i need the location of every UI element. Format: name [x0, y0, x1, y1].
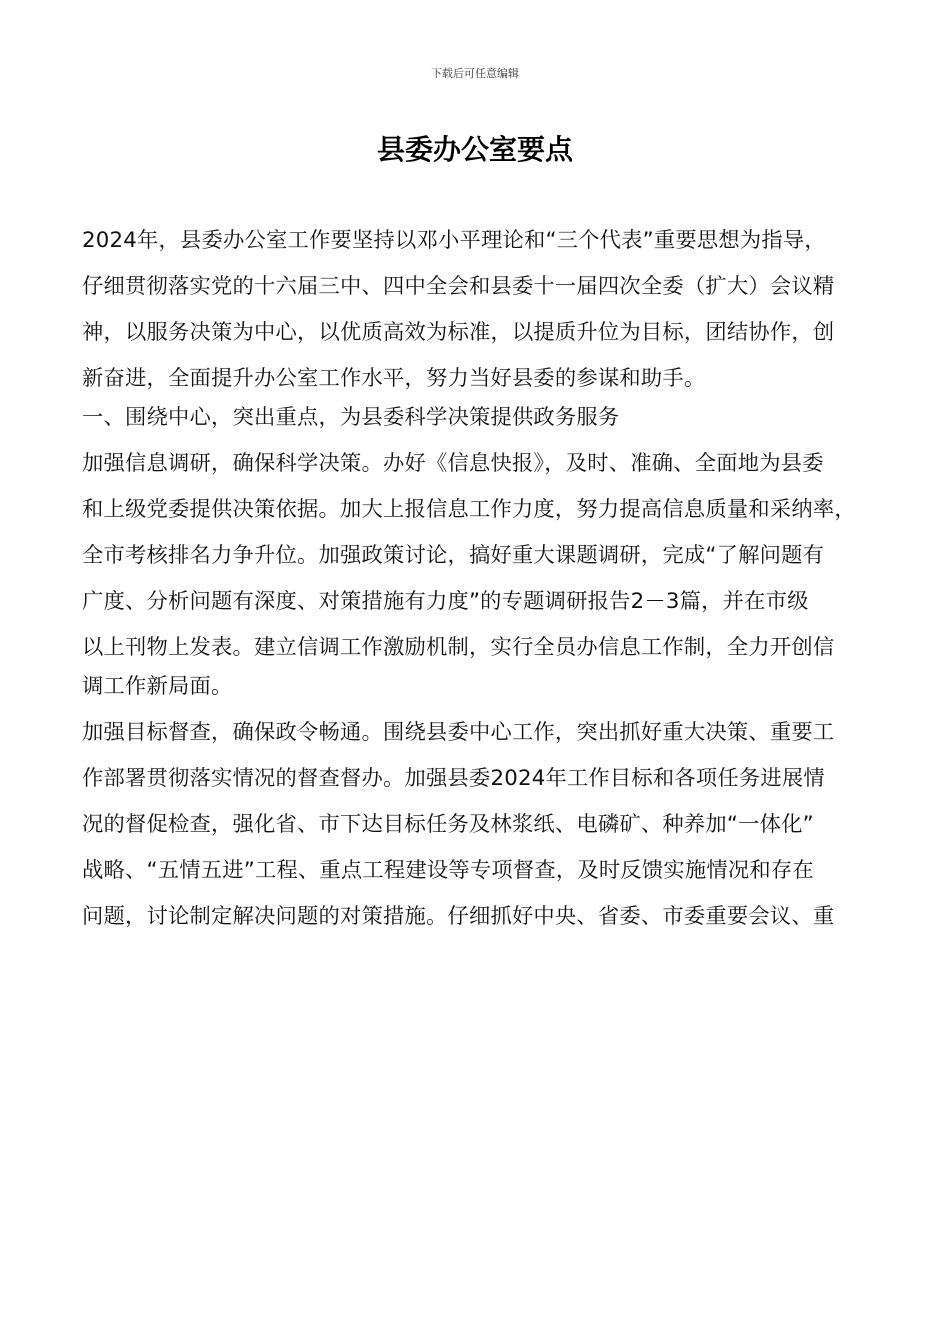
text-line: 广度、分析问题有深度、对策措施有力度”的专题调研报告2－3篇，并在市级: [82, 589, 809, 614]
document-title: 县委办公室要点: [376, 133, 573, 166]
text-line: 况的督促检查，强化省、市下达目标任务及林浆纸、电磷矿、种养加“一体化”: [82, 812, 814, 837]
text-line: 全市考核排名力争升位。加强政策讨论，搞好重大课题调研，完成“了解问题有: [82, 543, 825, 568]
text-line: 调工作新局面。: [82, 674, 233, 699]
text-line: 作部署贯彻落实情况的督查督办。加强县委2024年工作目标和各项任务进展情: [82, 766, 825, 791]
text-line: 战略、“五情五进”工程、重点工程建设等专项督查，及时反馈实施情况和存在: [82, 858, 814, 883]
text-line: 加强目标督查，确保政令畅通。围绕县委中心工作，突出抓好重大决策、重要工: [82, 720, 835, 745]
text-line: 新奋进，全面提升办公室工作水平，努力当好县委的参谋和助手。: [82, 366, 706, 391]
text-line: 以上刊物上发表。建立信调工作激励机制，实行全员办信息工作制，全力开创信: [82, 635, 835, 660]
text-line: 加强信息调研，确保科学决策。办好《信息快报》，及时、准确、全面地为县委: [82, 451, 824, 476]
section-heading: 一、围绕中心，突出重点，为县委科学决策提供政务服务: [82, 405, 620, 430]
document-body: [82, 218, 872, 940]
text-line: 神，以服务决策为中心，以优质高效为标准，以提质升位为目标，团结协作，创: [82, 320, 835, 345]
header-note: 下载后可任意编辑: [431, 67, 519, 80]
text-line: 和上级党委提供决策依据。加大上报信息工作力度，努力提高信息质量和采纳率，: [82, 497, 856, 522]
text-line: 仔细贯彻落实党的十六届三中、四中全会和县委十一届四次全委（扩大）会议精: [82, 274, 835, 299]
text-line: 问题，讨论制定解决问题的对策措施。仔细抓好中央、省委、市委重要会议、重: [82, 904, 835, 929]
text-line: 2024年，县委办公室工作要坚持以邓小平理论和“三个代表”重要思想为指导，: [82, 228, 826, 253]
